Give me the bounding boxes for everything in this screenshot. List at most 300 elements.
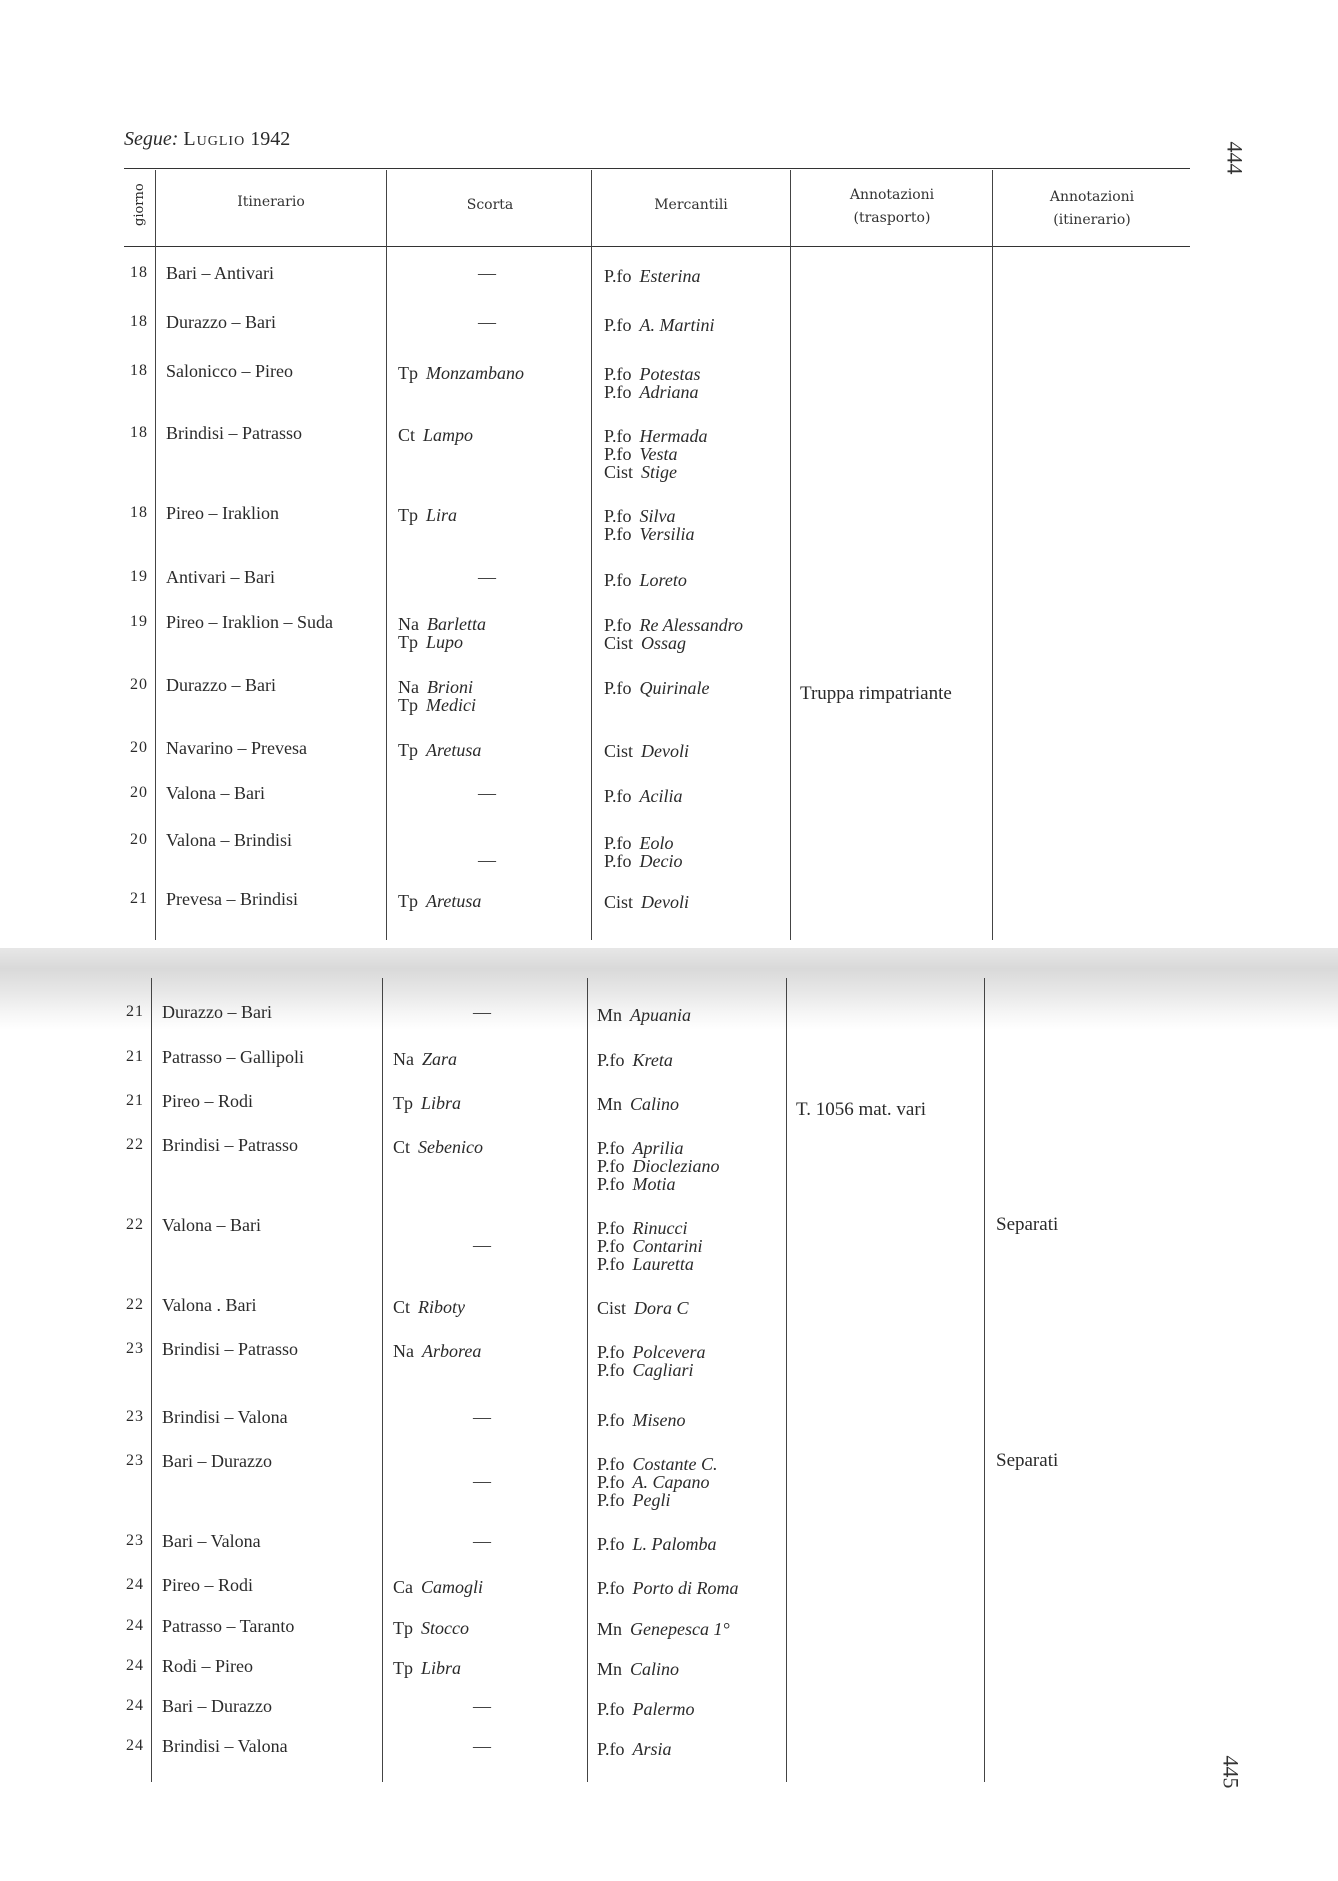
merchant-name: Hermada	[639, 426, 708, 446]
merchant-type: P.fo	[597, 1174, 625, 1194]
escort-type: Ct	[398, 425, 416, 445]
merchant-ship	[597, 1740, 672, 1758]
escort-type: Na	[398, 614, 419, 634]
page-header	[124, 128, 290, 151]
merchant-ship	[597, 1157, 720, 1175]
merchant-ship	[597, 1411, 686, 1429]
column-header-mercantili: Mercantili	[654, 197, 728, 213]
column-header-annotazioni-trasporto	[792, 184, 992, 230]
day-cell: 22	[126, 1136, 144, 1153]
itinerary-cell: Rodi – Pireo	[162, 1656, 254, 1676]
escort-type: Na	[398, 677, 419, 697]
column-rule	[790, 170, 791, 940]
itinerary-cell: Durazzo – Bari	[166, 312, 276, 332]
escort-type: Tp	[398, 740, 418, 760]
escort-ship	[398, 364, 524, 382]
merchant-type: P.fo	[597, 1156, 625, 1176]
itinerary-cell: Antivari – Bari	[166, 567, 275, 587]
day-cell: 18	[130, 504, 148, 521]
merchants-cell	[597, 1006, 691, 1024]
column-rule	[151, 978, 152, 1782]
merchant-type: P.fo	[597, 1236, 625, 1256]
escort-name: Lira	[426, 505, 458, 525]
escort-type: Ca	[393, 1577, 413, 1597]
itinerary-cell: Prevesa – Brindisi	[166, 889, 298, 909]
itinerary-cell: Patrasso – Taranto	[162, 1616, 295, 1636]
itinerary-cell: Bari – Durazzo	[162, 1696, 272, 1716]
escort-name: Aretusa	[426, 891, 482, 911]
column-rule	[992, 170, 993, 940]
escort-cell	[398, 741, 481, 759]
merchants-cell	[597, 1535, 717, 1553]
merchant-name: Calino	[630, 1659, 680, 1679]
escort-name: Sebenico	[418, 1137, 483, 1157]
merchant-type: P.fo	[597, 1534, 625, 1554]
merchant-type: P.fo	[604, 851, 632, 871]
merchants-cell	[604, 571, 687, 589]
day-cell: 18	[130, 313, 148, 330]
merchant-name: Pegli	[632, 1490, 671, 1510]
itinerary-cell: Bari – Antivari	[166, 263, 274, 283]
escort-cell	[398, 364, 524, 382]
escort-none-dash: —	[473, 1471, 491, 1491]
merchant-ship	[604, 852, 683, 870]
escort-none-dash: —	[478, 312, 496, 332]
escort-name: Lampo	[423, 425, 474, 445]
column-rule	[984, 978, 985, 1782]
merchant-type: P.fo	[597, 1050, 625, 1070]
merchant-ship	[604, 634, 743, 652]
merchants-cell	[604, 365, 701, 401]
itinerary-cell: Navarino – Prevesa	[166, 738, 307, 758]
merchant-type: Cist	[604, 741, 634, 761]
merchant-type: P.fo	[604, 426, 632, 446]
escort-type: Tp	[398, 891, 418, 911]
merchant-name: Acilia	[639, 786, 683, 806]
day-cell: 23	[126, 1452, 144, 1469]
annotation-trasporto: Truppa rimpatriante	[800, 683, 952, 704]
escort-name: Stocco	[421, 1618, 469, 1638]
escort-none-dash: —	[478, 263, 496, 283]
merchant-type: P.fo	[597, 1218, 625, 1238]
merchant-name: Polcevera	[632, 1342, 706, 1362]
column-rule	[786, 978, 787, 1782]
merchant-ship	[604, 383, 701, 401]
merchant-name: Decio	[639, 851, 683, 871]
escort-name: Libra	[421, 1093, 462, 1113]
merchant-type: Mn	[597, 1659, 623, 1679]
merchant-ship	[597, 1660, 679, 1678]
itinerary-cell: Salonicco – Pireo	[166, 361, 293, 381]
merchant-type: P.fo	[604, 266, 632, 286]
escort-type: Tp	[398, 505, 418, 525]
merchant-ship	[597, 1299, 689, 1317]
escort-type: Tp	[398, 363, 418, 383]
escort-cell	[398, 615, 486, 651]
escort-type: Ct	[393, 1297, 411, 1317]
escort-ship	[398, 633, 486, 651]
merchants-cell	[597, 1740, 672, 1758]
merchant-type: P.fo	[597, 1472, 625, 1492]
annotazioni-itinerario-line1: Annotazioni	[1049, 189, 1135, 205]
merchant-ship	[597, 1219, 703, 1237]
merchant-type: Mn	[597, 1005, 623, 1025]
day-cell: 24	[126, 1737, 144, 1754]
escort-ship	[398, 741, 481, 759]
merchant-ship	[597, 1006, 691, 1024]
merchant-type: P.fo	[597, 1578, 625, 1598]
merchant-type: P.fo	[604, 615, 632, 635]
merchant-name: Diocleziano	[632, 1156, 720, 1176]
escort-none-dash: —	[473, 1531, 491, 1551]
merchants-cell	[597, 1660, 679, 1678]
escort-name: Monzambano	[426, 363, 524, 383]
escort-ship	[398, 678, 476, 696]
escort-cell	[393, 1619, 469, 1637]
annotation-itinerario: Separati	[996, 1214, 1059, 1235]
annotazioni-trasporto-line1: Annotazioni	[849, 187, 935, 203]
itinerary-cell: Valona – Bari	[166, 783, 265, 803]
escort-ship	[393, 1050, 457, 1068]
merchants-cell	[597, 1051, 673, 1069]
merchants-cell	[604, 507, 695, 543]
column-rule	[155, 170, 156, 940]
merchant-name: A. Capano	[632, 1472, 710, 1492]
column-header-scorta: Scorta	[466, 197, 514, 213]
merchant-name: A. Martini	[639, 315, 715, 335]
merchant-type: Mn	[597, 1619, 623, 1639]
merchant-type: P.fo	[597, 1454, 625, 1474]
merchant-ship	[597, 1361, 705, 1379]
column-header-annotazioni-itinerario	[994, 186, 1190, 232]
escort-name: Zara	[422, 1049, 458, 1069]
itinerary-cell: Pireo – Iraklion – Suda	[166, 612, 333, 632]
merchants-cell	[604, 616, 743, 652]
escort-ship	[398, 506, 457, 524]
merchant-name: Esterina	[639, 266, 701, 286]
itinerary-cell: Patrasso – Gallipoli	[162, 1047, 304, 1067]
merchant-name: Rinucci	[632, 1218, 688, 1238]
merchants-cell	[604, 427, 708, 481]
annotazioni-trasporto-line2: (trasporto)	[853, 210, 931, 226]
merchants-cell	[597, 1095, 679, 1113]
merchant-ship	[597, 1700, 695, 1718]
itinerary-cell: Valona – Brindisi	[166, 830, 292, 850]
merchant-name: Loreto	[639, 570, 687, 590]
day-cell: 20	[130, 831, 148, 848]
merchant-type: P.fo	[604, 678, 632, 698]
merchant-type: Cist	[604, 892, 634, 912]
merchant-type: P.fo	[597, 1490, 625, 1510]
escort-type: Na	[393, 1049, 414, 1069]
merchants-cell	[604, 787, 683, 805]
day-cell: 19	[130, 613, 148, 630]
merchant-ship	[597, 1139, 720, 1157]
escort-type: Tp	[393, 1658, 413, 1678]
merchant-name: Quirinale	[639, 678, 710, 698]
merchant-name: Adriana	[639, 382, 699, 402]
day-cell: 23	[126, 1532, 144, 1549]
itinerary-cell: Bari – Durazzo	[162, 1451, 272, 1471]
page-number-bottom: 445	[1218, 1755, 1244, 1789]
merchant-ship	[597, 1579, 739, 1597]
escort-name: Riboty	[418, 1297, 466, 1317]
escort-ship	[393, 1659, 461, 1677]
merchant-ship	[597, 1255, 703, 1273]
annotation-itinerario: Separati	[996, 1450, 1059, 1471]
merchant-ship	[597, 1473, 718, 1491]
merchant-name: Aprilia	[632, 1138, 684, 1158]
merchant-type: P.fo	[597, 1138, 625, 1158]
day-cell: 18	[130, 362, 148, 379]
day-cell: 22	[126, 1216, 144, 1233]
escort-cell	[393, 1138, 483, 1156]
merchant-type: P.fo	[604, 364, 632, 384]
escort-name: Libra	[421, 1658, 462, 1678]
merchant-type: P.fo	[604, 524, 632, 544]
merchant-ship	[604, 679, 710, 697]
merchant-ship	[604, 507, 695, 525]
day-cell: 20	[130, 739, 148, 756]
merchant-type: P.fo	[597, 1739, 625, 1759]
escort-none-dash: —	[473, 1002, 491, 1022]
escort-none-dash: —	[473, 1696, 491, 1716]
escort-none-dash: —	[473, 1235, 491, 1255]
day-cell: 23	[126, 1340, 144, 1357]
merchants-cell	[597, 1343, 705, 1379]
merchant-ship	[604, 365, 701, 383]
escort-ship	[393, 1094, 461, 1112]
merchant-name: Devoli	[641, 741, 689, 761]
escort-cell	[393, 1659, 461, 1677]
merchants-cell	[604, 742, 689, 760]
merchant-ship	[604, 787, 683, 805]
merchant-ship	[597, 1535, 717, 1553]
escort-cell	[393, 1094, 461, 1112]
day-cell: 18	[130, 424, 148, 441]
merchant-type: P.fo	[597, 1360, 625, 1380]
escort-ship	[398, 615, 486, 633]
merchants-cell	[597, 1219, 703, 1273]
merchants-cell	[597, 1411, 686, 1429]
escort-type: Tp	[393, 1618, 413, 1638]
escort-cell	[398, 892, 481, 910]
escort-type: Tp	[398, 632, 418, 652]
merchant-type: P.fo	[597, 1699, 625, 1719]
day-cell: 21	[126, 1003, 144, 1020]
escort-ship	[393, 1298, 465, 1316]
merchant-name: Miseno	[632, 1410, 686, 1430]
merchant-name: Devoli	[641, 892, 689, 912]
escort-cell	[393, 1050, 457, 1068]
escort-name: Medici	[426, 695, 476, 715]
escort-ship	[393, 1342, 481, 1360]
escort-ship	[393, 1578, 483, 1596]
merchant-ship	[597, 1620, 730, 1638]
merchants-cell	[604, 893, 689, 911]
merchant-ship	[597, 1343, 705, 1361]
escort-ship	[398, 892, 481, 910]
escort-cell	[393, 1342, 481, 1360]
itinerary-cell: Brindisi – Patrasso	[166, 423, 303, 443]
merchant-ship	[604, 316, 715, 334]
merchant-type: P.fo	[597, 1254, 625, 1274]
merchant-name: Genepesca 1°	[630, 1619, 730, 1639]
merchant-name: Apuania	[630, 1005, 692, 1025]
header-top-rule	[124, 168, 1190, 169]
merchant-type: Cist	[597, 1298, 627, 1318]
merchants-cell	[597, 1299, 689, 1317]
escort-name: Brioni	[427, 677, 474, 697]
merchant-name: Palermo	[632, 1699, 695, 1719]
merchant-ship	[604, 742, 689, 760]
day-cell: 23	[126, 1408, 144, 1425]
escort-cell	[393, 1298, 465, 1316]
merchant-name: Arsia	[632, 1739, 672, 1759]
merchant-name: Contarini	[632, 1236, 703, 1256]
day-cell: 24	[126, 1617, 144, 1634]
column-rule	[587, 978, 588, 1782]
escort-type: Tp	[398, 695, 418, 715]
merchant-name: Calino	[630, 1094, 680, 1114]
itinerary-cell: Pireo – Rodi	[162, 1575, 254, 1595]
day-cell: 21	[126, 1092, 144, 1109]
merchant-type: P.fo	[604, 570, 632, 590]
itinerary-cell: Valona – Bari	[162, 1215, 261, 1235]
day-cell: 20	[130, 784, 148, 801]
column-rule	[591, 170, 592, 940]
merchant-ship	[604, 427, 708, 445]
merchant-type: Cist	[604, 633, 634, 653]
itinerary-cell: Brindisi – Patrasso	[162, 1339, 299, 1359]
merchant-ship	[597, 1175, 720, 1193]
merchant-type: P.fo	[604, 786, 632, 806]
merchant-name: Silva	[639, 506, 676, 526]
day-cell: 22	[126, 1296, 144, 1313]
merchant-type: P.fo	[604, 315, 632, 335]
escort-none-dash: —	[478, 567, 496, 587]
merchants-cell	[597, 1620, 730, 1638]
escort-none-dash: —	[478, 783, 496, 803]
escort-cell	[398, 426, 473, 444]
merchants-cell	[604, 316, 715, 334]
escort-cell	[393, 1578, 483, 1596]
merchant-ship	[597, 1095, 679, 1113]
day-cell: 24	[126, 1657, 144, 1674]
day-cell: 18	[130, 264, 148, 281]
itinerary-cell: Pireo – Rodi	[162, 1091, 254, 1111]
escort-ship	[393, 1619, 469, 1637]
merchant-ship	[604, 525, 695, 543]
itinerary-cell: Bari – Valona	[162, 1531, 261, 1551]
itinerary-cell: Valona . Bari	[162, 1295, 257, 1315]
header-year: 1942	[250, 128, 291, 150]
merchants-cell	[597, 1139, 720, 1193]
merchant-name: L. Palomba	[632, 1534, 717, 1554]
merchant-name: Kreta	[632, 1050, 673, 1070]
merchant-ship	[604, 571, 687, 589]
annotation-trasporto: T. 1056 mat. vari	[796, 1099, 926, 1120]
day-cell: 24	[126, 1576, 144, 1593]
merchants-cell	[604, 267, 701, 285]
itinerary-cell: Pireo – Iraklion	[166, 503, 279, 523]
column-header-giorno: giorno	[132, 183, 147, 226]
day-cell: 20	[130, 676, 148, 693]
escort-type: Ct	[393, 1137, 411, 1157]
escort-name: Lupo	[426, 632, 464, 652]
merchant-ship	[597, 1491, 718, 1509]
merchant-type: P.fo	[597, 1410, 625, 1430]
escort-cell	[398, 678, 476, 714]
merchant-ship	[604, 445, 708, 463]
merchant-name: Lauretta	[632, 1254, 694, 1274]
day-cell: 21	[130, 890, 148, 907]
merchant-name: Cagliari	[632, 1360, 694, 1380]
merchant-type: P.fo	[604, 382, 632, 402]
merchant-name: Costante C.	[632, 1454, 718, 1474]
merchants-cell	[597, 1700, 695, 1718]
merchant-name: Dora C	[634, 1298, 689, 1318]
column-rule	[386, 170, 387, 940]
merchant-name: Stige	[641, 462, 678, 482]
itinerary-cell: Durazzo – Bari	[166, 675, 276, 695]
header-bottom-rule	[124, 246, 1190, 247]
merchants-cell	[597, 1579, 739, 1597]
merchant-ship	[597, 1237, 703, 1255]
merchant-type: P.fo	[604, 833, 632, 853]
column-rule	[382, 978, 383, 1782]
escort-name: Aretusa	[426, 740, 482, 760]
merchant-ship	[604, 267, 701, 285]
itinerary-cell: Durazzo – Bari	[162, 1002, 272, 1022]
merchant-ship	[604, 834, 683, 852]
merchant-ship	[604, 463, 708, 481]
escort-none-dash: —	[473, 1407, 491, 1427]
escort-ship	[393, 1138, 483, 1156]
column-header-itinerario: Itinerario	[237, 194, 305, 210]
merchant-name: Motia	[632, 1174, 676, 1194]
day-cell: 19	[130, 568, 148, 585]
itinerary-cell: Brindisi – Valona	[162, 1407, 288, 1427]
escort-type: Na	[393, 1341, 414, 1361]
escort-none-dash: —	[473, 1736, 491, 1756]
escort-name: Arborea	[422, 1341, 482, 1361]
merchant-name: Potestas	[639, 364, 701, 384]
itinerary-cell: Brindisi – Patrasso	[162, 1135, 299, 1155]
merchant-name: Versilia	[639, 524, 695, 544]
merchants-cell	[604, 679, 710, 697]
merchant-ship	[597, 1051, 673, 1069]
page-number-top: 444	[1222, 141, 1248, 175]
day-cell: 24	[126, 1697, 144, 1714]
header-month: Luglio	[183, 128, 246, 150]
merchant-name: Eolo	[639, 833, 674, 853]
merchant-ship	[604, 616, 743, 634]
escort-none-dash: —	[478, 850, 496, 870]
merchant-type: Cist	[604, 462, 634, 482]
escort-cell	[398, 506, 457, 524]
merchant-ship	[604, 893, 689, 911]
header-prefix: Segue:	[124, 128, 179, 150]
merchant-type: P.fo	[597, 1342, 625, 1362]
escort-name: Camogli	[421, 1577, 484, 1597]
day-cell: 21	[126, 1048, 144, 1065]
escort-type: Tp	[393, 1093, 413, 1113]
itinerary-cell: Brindisi – Valona	[162, 1736, 288, 1756]
escort-name: Barletta	[427, 614, 486, 634]
merchant-name: Re Alessandro	[639, 615, 744, 635]
merchant-name: Ossag	[641, 633, 687, 653]
